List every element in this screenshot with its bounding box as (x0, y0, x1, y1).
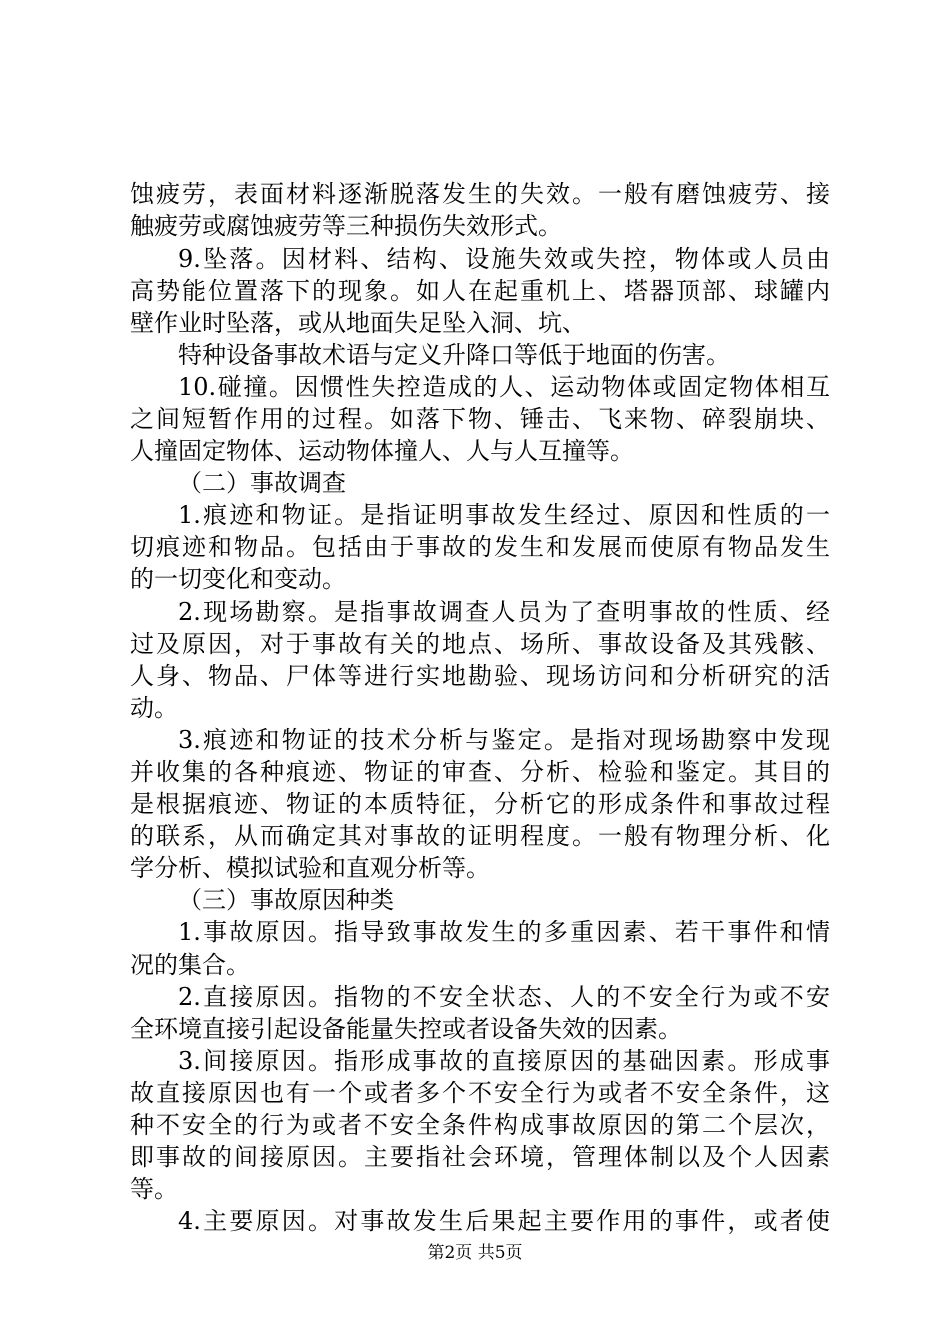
text-line: 之间短暂作用的过程。如落下物、锤击、飞来物、碎裂崩块、 (130, 405, 830, 433)
text-line: 壁作业时坠落，或从地面失足坠入洞、坑、 (130, 309, 586, 337)
text-line: 学分析、模拟试验和直观分析等。 (130, 854, 490, 882)
text-line: 3.痕迹和物证的技术分析与鉴定。是指对现场勘察中发现 (178, 726, 830, 754)
text-line: 4.主要原因。对事故发生后果起主要作用的事件，或者使 (178, 1207, 830, 1235)
text-line: 10.碰撞。因惯性失控造成的人、运动物体或固定物体相互 (178, 373, 830, 401)
text-line: 况的集合。 (130, 951, 250, 979)
text-line: 过及原因，对于事故有关的地点、场所、事故设备及其残骸、 (130, 630, 830, 658)
text-line: 2.现场勘察。是指事故调查人员为了查明事故的性质、经 (178, 598, 830, 626)
text-line: 2.直接原因。指物的不安全状态、人的不安全行为或不安 (178, 983, 830, 1011)
section-heading: （三）事故原因种类 (178, 886, 394, 914)
text-line: 高势能位置落下的现象。如人在起重机上、塔器顶部、球罐内 (130, 277, 830, 305)
section-heading: （二）事故调查 (178, 469, 346, 497)
text-line: 触疲劳或腐蚀疲劳等三种损伤失效形式。 (130, 212, 562, 240)
text-line: 是根据痕迹、物证的本质特征，分析它的形成条件和事故过程 (130, 790, 830, 818)
text-line: 即事故的间接原因。主要指社会环境，管理体制以及个人因素 (130, 1143, 830, 1171)
text-line: 切痕迹和物品。包括由于事故的发生和发展而使原有物品发生 (130, 533, 830, 561)
text-line: 等。 (130, 1175, 178, 1203)
text-line: 特种设备事故术语与定义升降口等低于地面的伤害。 (178, 341, 730, 369)
text-line: 故直接原因也有一个或者多个不安全行为或者不安全条件，这 (130, 1079, 830, 1107)
text-line: 全环境直接引起设备能量失控或者设备失效的因素。 (130, 1015, 682, 1043)
text-line: 种不安全的行为或者不安全条件构成事故原因的第二个层次， (130, 1111, 830, 1139)
text-line: 人撞固定物体、运动物体撞人、人与人互撞等。 (130, 437, 634, 465)
text-line: 的一切变化和变动。 (130, 565, 346, 593)
text-line: 人身、物品、尸体等进行实地勘验、现场访问和分析研究的活 (130, 662, 830, 690)
page-number-footer: 第2页 共5页 (427, 1243, 523, 1263)
text-line: 蚀疲劳，表面材料逐渐脱落发生的失效。一般有磨蚀疲劳、接 (130, 180, 830, 208)
text-line: 并收集的各种痕迹、物证的审查、分析、检验和鉴定。其目的 (130, 758, 830, 786)
text-line: 1.事故原因。指导致事故发生的多重因素、若干事件和情 (178, 918, 830, 946)
text-line: 的联系，从而确定其对事故的证明程度。一般有物理分析、化 (130, 822, 830, 850)
text-line: 动。 (130, 694, 178, 722)
text-line: 3.间接原因。指形成事故的直接原因的基础因素。形成事 (178, 1047, 830, 1075)
text-line: 1.痕迹和物证。是指证明事故发生经过、原因和性质的一 (178, 501, 830, 529)
text-line: 9.坠落。因材料、结构、设施失效或失控，物体或人员由 (178, 245, 830, 273)
